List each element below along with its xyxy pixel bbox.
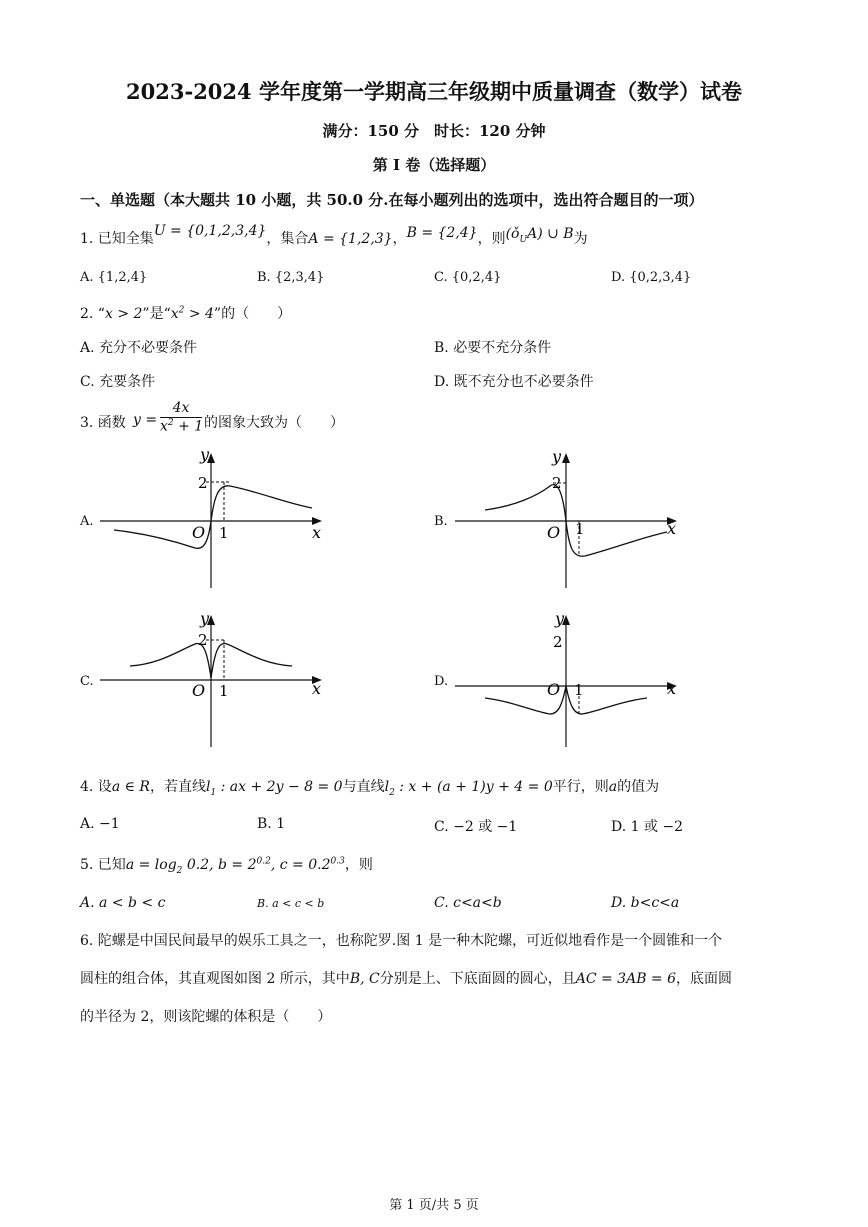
- y-tick-2: 2: [198, 631, 208, 649]
- q2-text: ”是“: [142, 306, 171, 322]
- q1-set-a: A = {1,2,3}: [308, 231, 393, 247]
- graph-b[interactable]: [455, 448, 685, 590]
- q5-option-a[interactable]: A. a < b < c: [80, 895, 166, 911]
- q3-text: 的图象大致为（ ）: [204, 415, 344, 431]
- origin-label: O: [547, 680, 561, 699]
- q1-option-c[interactable]: C. {0,2,4}: [434, 270, 502, 285]
- q2-text: ”的（ ）: [213, 306, 292, 322]
- y-axis-arrow: [562, 453, 570, 463]
- y-label: y: [200, 448, 210, 464]
- graph-d[interactable]: [455, 610, 685, 750]
- graph-a-label[interactable]: A.: [80, 514, 94, 529]
- x-label: x: [667, 519, 677, 538]
- q1-text: ，则: [477, 231, 506, 247]
- q4-option-b[interactable]: B. 1: [257, 816, 286, 832]
- q1-text: ，集合: [266, 231, 309, 247]
- q5-option-d[interactable]: D. b<c<a: [611, 895, 680, 911]
- origin-label: O: [547, 523, 561, 542]
- q2-option-c[interactable]: C. 充要条件: [80, 374, 156, 390]
- q5-option-c[interactable]: C. c<a<b: [434, 895, 502, 911]
- q2-option-b[interactable]: B. 必要不充分条件: [434, 340, 552, 356]
- origin-label: O: [192, 681, 206, 700]
- question-4: 4. 设a ∈ R，若直线$l_1$ : ax + 2y − 8 = 0与直线$l_2$ : x + (a + 1)y + 4 = 0平行，则a的值为: [80, 779, 660, 798]
- q4-option-d[interactable]: D. 1 或 −2: [611, 819, 684, 835]
- q6-line-1: 6. 陀螺是中国民间最早的娱乐工具之一，也称陀罗.图 1 是一种木陀螺，可近似地看作是一个圆锥和一个: [80, 933, 723, 949]
- q6-line-2: 圆柱的组合体，其直观图如图 2 所示，其中B, C分别是上、下底面圆的圆心，且AC = 3AB = 6，底面圆: [80, 971, 733, 987]
- q1-text: 1. 已知全集: [80, 231, 154, 247]
- part-heading: 第 I 卷（选择题）: [372, 156, 496, 174]
- q3-numerator: 4x: [160, 400, 202, 418]
- y-tick-2: 2: [552, 474, 562, 492]
- q2-text: 2. “: [80, 306, 105, 322]
- q1-set-b: B = {2,4}: [406, 225, 478, 241]
- q2-option-d[interactable]: D. 既不充分也不必要条件: [434, 374, 594, 390]
- q4-option-c[interactable]: C. −2 或 −1: [434, 819, 518, 835]
- graph-d-label[interactable]: D.: [434, 674, 449, 689]
- q1-text: 为: [573, 231, 588, 247]
- graph-c[interactable]: [100, 610, 330, 750]
- q5-option-b[interactable]: B. a < c < b: [257, 897, 325, 910]
- q3-lhs: y =: [133, 412, 158, 428]
- curve: [114, 486, 312, 549]
- q1-option-d[interactable]: D. {0,2,3,4}: [611, 270, 692, 285]
- question-1: [80, 223, 588, 250]
- q3-denominator: $x^2 + 1$: [160, 418, 204, 435]
- x-tick-1: 1: [574, 681, 584, 699]
- page-footer: 第 1 页/共 5 页: [389, 1198, 479, 1213]
- graph-b-label[interactable]: B.: [434, 514, 448, 529]
- x-label: x: [312, 679, 322, 698]
- exam-title: 2023-2024 学年度第一学期高三年级期中质量调查（数学）试卷: [126, 79, 742, 104]
- y-label: y: [555, 610, 565, 628]
- q1-set-u: U = {0,1,2,3,4}: [153, 223, 267, 239]
- question-5: 5. 已知$a = \log_2 0.2$, $b = 2^{0.2}$, $c = 0.2^{0.3}$，则: [80, 856, 373, 876]
- y-label: y: [200, 610, 210, 628]
- graph-c-label[interactable]: C.: [80, 674, 94, 689]
- q1-option-a[interactable]: A. {1,2,4}: [80, 270, 148, 285]
- graph-a[interactable]: [100, 448, 330, 590]
- q3-intro: 3. 函数: [80, 415, 126, 431]
- x-tick-1: 1: [219, 524, 229, 542]
- x-tick-1: 1: [575, 520, 585, 538]
- q1-text: ，: [392, 231, 407, 247]
- q6-line-3: 的半径为 2，则该陀螺的体积是（ ）: [80, 1009, 332, 1025]
- x-label: x: [312, 523, 322, 542]
- q3-fraction: [160, 400, 202, 435]
- question-2: [80, 303, 291, 323]
- y-tick-2: 2: [553, 633, 563, 651]
- q4-option-a[interactable]: A. −1: [80, 816, 120, 832]
- exam-meta: 满分：150 分 时长：120 分钟: [322, 122, 546, 140]
- x-tick-1: 1: [219, 682, 229, 700]
- q2-math: $x^2 > 4$: [170, 305, 214, 322]
- section-heading: 一、单选题（本大题共 10 小题，共 50.0 分.在每小题列出的选项中，选出符合题目的一项）: [80, 191, 704, 209]
- origin-label: O: [192, 523, 206, 542]
- q2-option-a[interactable]: A. 充分不必要条件: [80, 340, 198, 356]
- q2-math: x > 2: [104, 306, 143, 322]
- y-label: y: [552, 448, 562, 466]
- x-label: x: [667, 679, 677, 698]
- q1-option-b[interactable]: B. {2,3,4}: [257, 270, 325, 285]
- y-tick-2: 2: [198, 474, 208, 492]
- q1-expression: $(ǒ_UA)$ ∪ B: [505, 226, 574, 245]
